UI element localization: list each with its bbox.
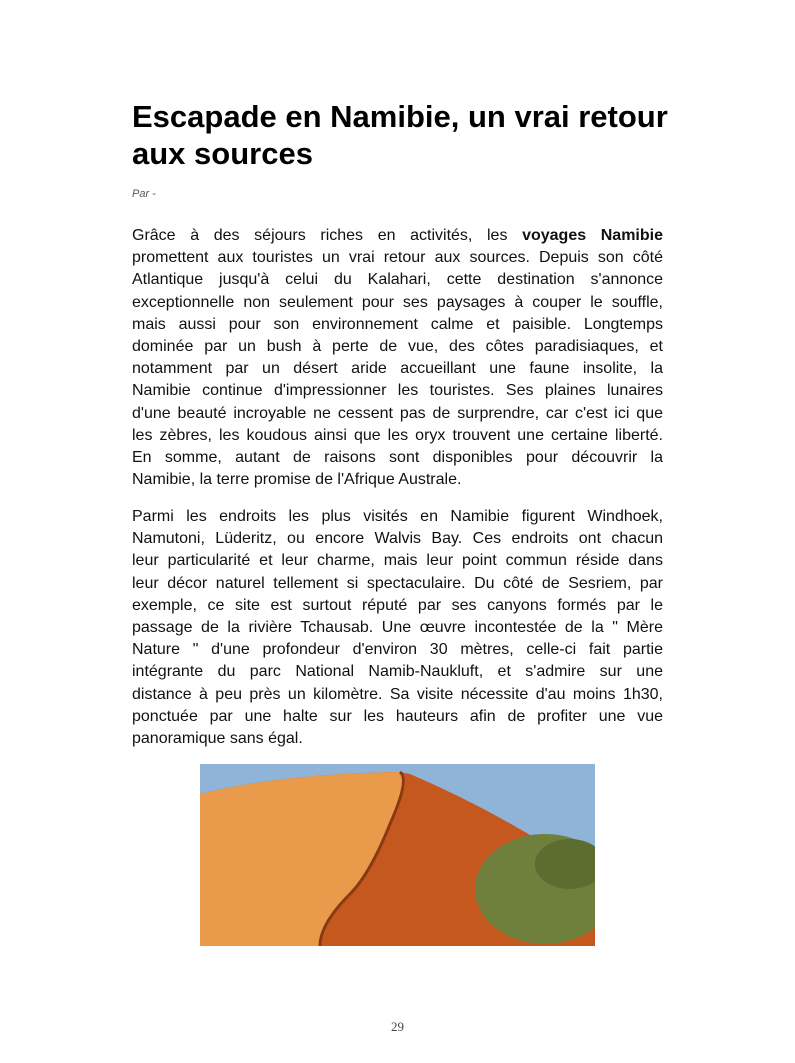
page-number: 29: [391, 1019, 404, 1034]
dune-photo: [200, 764, 595, 946]
paragraph-2: [132, 506, 663, 750]
paragraph-line: passage de la rivière Tchausab. Une œuvre incontestée de la " Mère: [132, 619, 663, 637]
paragraph-line: intégrante du parc National Namib-Naukluft, et s'admire sur une: [132, 663, 663, 681]
byline: Par -: [132, 188, 156, 200]
text: Grâce à des séjours riches en activités, les: [132, 227, 523, 244]
paragraph-line: d'une beauté incroyable ne cessent pas de surprendre, car c'est ici que: [132, 404, 663, 422]
title-line: aux sources: [132, 136, 313, 171]
article-title: [132, 98, 677, 172]
paragraph-line: En somme, autant de raisons sont disponibles pour découvrir la: [132, 449, 663, 467]
paragraph-line: ponctuée par une halte sur les hauteurs afin de profiter une vue: [132, 707, 663, 725]
paragraph-line: leur décor naturel tellement si spectaculaire. Du côté de Sesriem, par: [132, 574, 663, 592]
paragraph-line: les zèbres, les koudous ainsi que les oryx trouvent une certaine liberté.: [132, 426, 663, 444]
paragraph-line: exceptionnelle non seulement pour ses paysages à couper le souffle,: [132, 293, 663, 311]
paragraph-line: Parmi les endroits les plus visités en Namibie figurent Windhoek,: [132, 508, 663, 525]
paragraph-line: Namutoni, Lüderitz, ou encore Walvis Bay. Ces endroits ont chacun: [132, 530, 663, 548]
paragraph-1: [132, 225, 663, 491]
paragraph-line: Namibie continue d'impressionner les touristes. Ses plaines lunaires: [132, 382, 663, 400]
paragraph-line: mais aussi pour son environnement calme et paisible. Longtemps: [132, 315, 663, 333]
paragraph-line: Namibie, la terre promise de l'Afrique Australe.: [132, 471, 462, 489]
paragraph-line: leur particularité et leur charme, mais leur point commun réside dans: [132, 552, 663, 570]
paragraph-line: notamment par un désert aride accueillant une faune insolite, la: [132, 360, 663, 378]
paragraph-line: exemple, ce site est surtout réputé par ses canyons formés par le: [132, 596, 663, 614]
paragraph-line: dominée par un bush à perte de vue, des côtes paradisiaques, et: [132, 338, 663, 356]
bold-keyword: voyages Namibie: [522, 227, 663, 244]
paragraph-line: panoramique sans égal.: [132, 730, 303, 748]
paragraph-line: promettent aux touristes un vrai retour aux sources. Depuis son côté: [132, 249, 663, 267]
paragraph-line: Nature " d'une profondeur d'environ 30 mètres, celle-ci fait partie: [132, 641, 663, 659]
paragraph-line: distance à peu près un kilomètre. Sa visite nécessite d'au moins 1h30,: [132, 685, 663, 703]
title-line: Escapade en Namibie, un vrai retour: [132, 99, 668, 134]
paragraph-line: [132, 225, 663, 247]
paragraph-line: Atlantique jusqu'à celui du Kalahari, cette destination s'annonce: [132, 271, 663, 289]
